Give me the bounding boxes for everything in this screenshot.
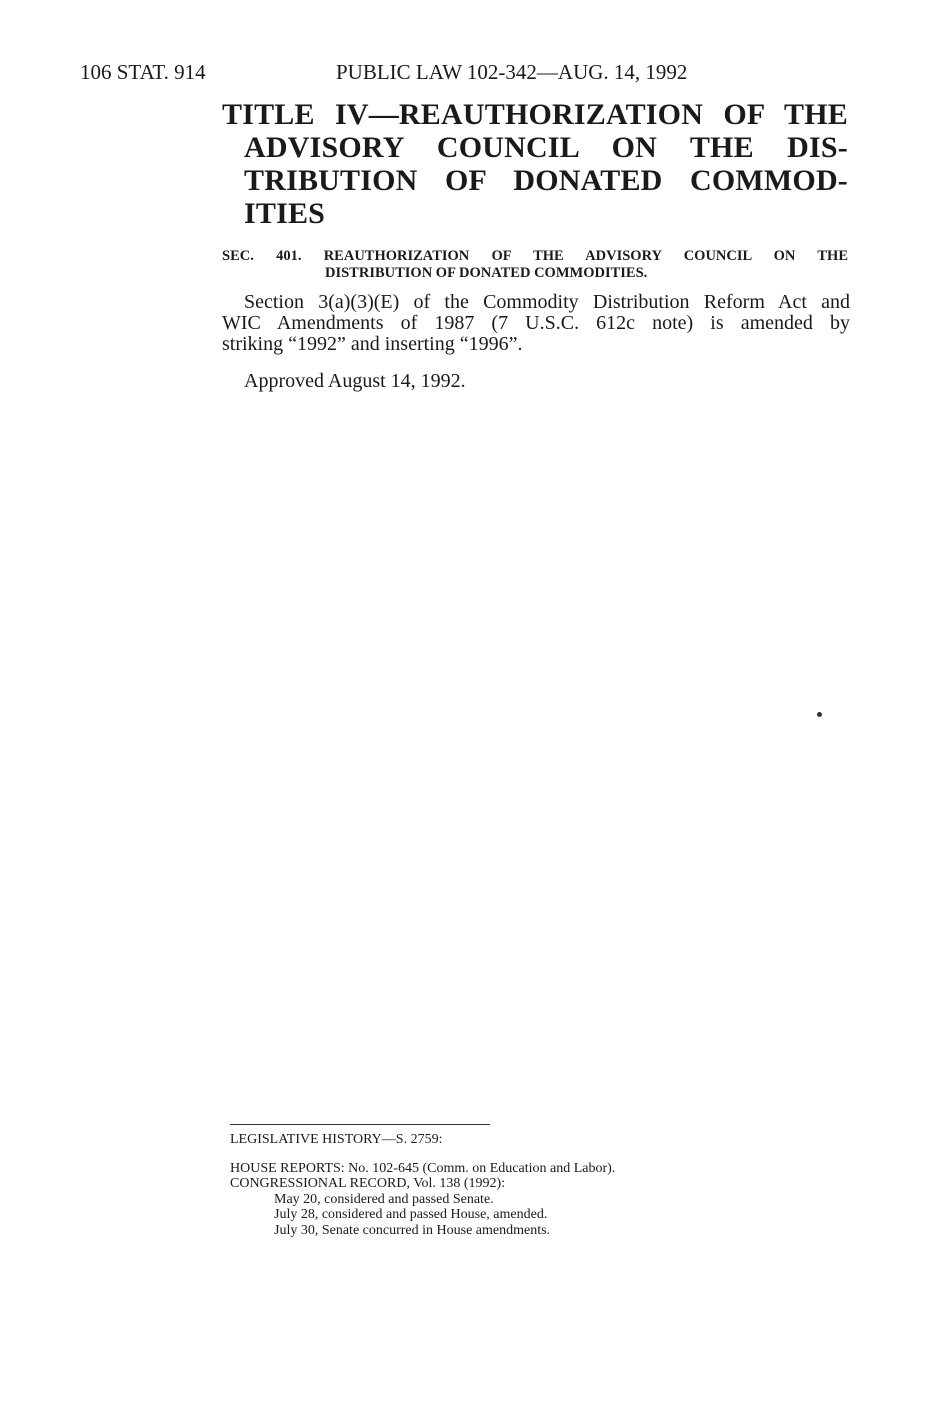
public-law-date: PUBLIC LAW 102-342—AUG. 14, 1992 <box>336 60 688 84</box>
body-line: WIC Amendments of 1987 (7 U.S.C. 612c note) is amended by <box>222 312 850 334</box>
legislative-history-title: LEGISLATIVE HISTORY—S. 2759: <box>230 1132 443 1147</box>
title-line: TITLE IV—REAUTHORIZATION OF THE <box>222 98 848 131</box>
legislative-history-line: CONGRESSIONAL RECORD, Vol. 138 (1992): <box>230 1176 506 1191</box>
stat-page-number: 106 STAT. 914 <box>80 60 206 84</box>
title-line: ITIES <box>244 197 326 230</box>
divider <box>230 1124 490 1125</box>
legislative-history <box>230 1132 790 1238</box>
section-heading-line: DISTRIBUTION OF DONATED COMMODITIES. <box>325 265 648 281</box>
title-line: TRIBUTION OF DONATED COMMOD- <box>244 164 848 197</box>
legislative-history-line: HOUSE REPORTS: No. 102-645 (Comm. on Education and Labor). <box>230 1160 616 1176</box>
legislative-history-subline: July 30, Senate concurred in House amendments. <box>274 1222 551 1238</box>
legislative-history-subline: May 20, considered and passed Senate. <box>274 1191 494 1207</box>
body-line: Section 3(a)(3)(E) of the Commodity Distribution Reform Act and <box>244 291 850 313</box>
approval-date: Approved August 14, 1992. <box>244 370 466 392</box>
section-heading <box>222 248 848 282</box>
body-line: striking “1992” and inserting “1996”. <box>222 333 523 355</box>
title-heading <box>222 98 848 230</box>
section-heading-line: SEC. 401. REAUTHORIZATION OF THE ADVISORY COUNCIL ON THE <box>222 248 848 264</box>
section-body <box>222 292 850 355</box>
print-speck <box>817 712 822 717</box>
legislative-history-subline: July 28, considered and passed House, amended. <box>274 1207 548 1222</box>
running-head <box>80 60 860 86</box>
title-line: ADVISORY COUNCIL ON THE DIS- <box>244 131 848 164</box>
